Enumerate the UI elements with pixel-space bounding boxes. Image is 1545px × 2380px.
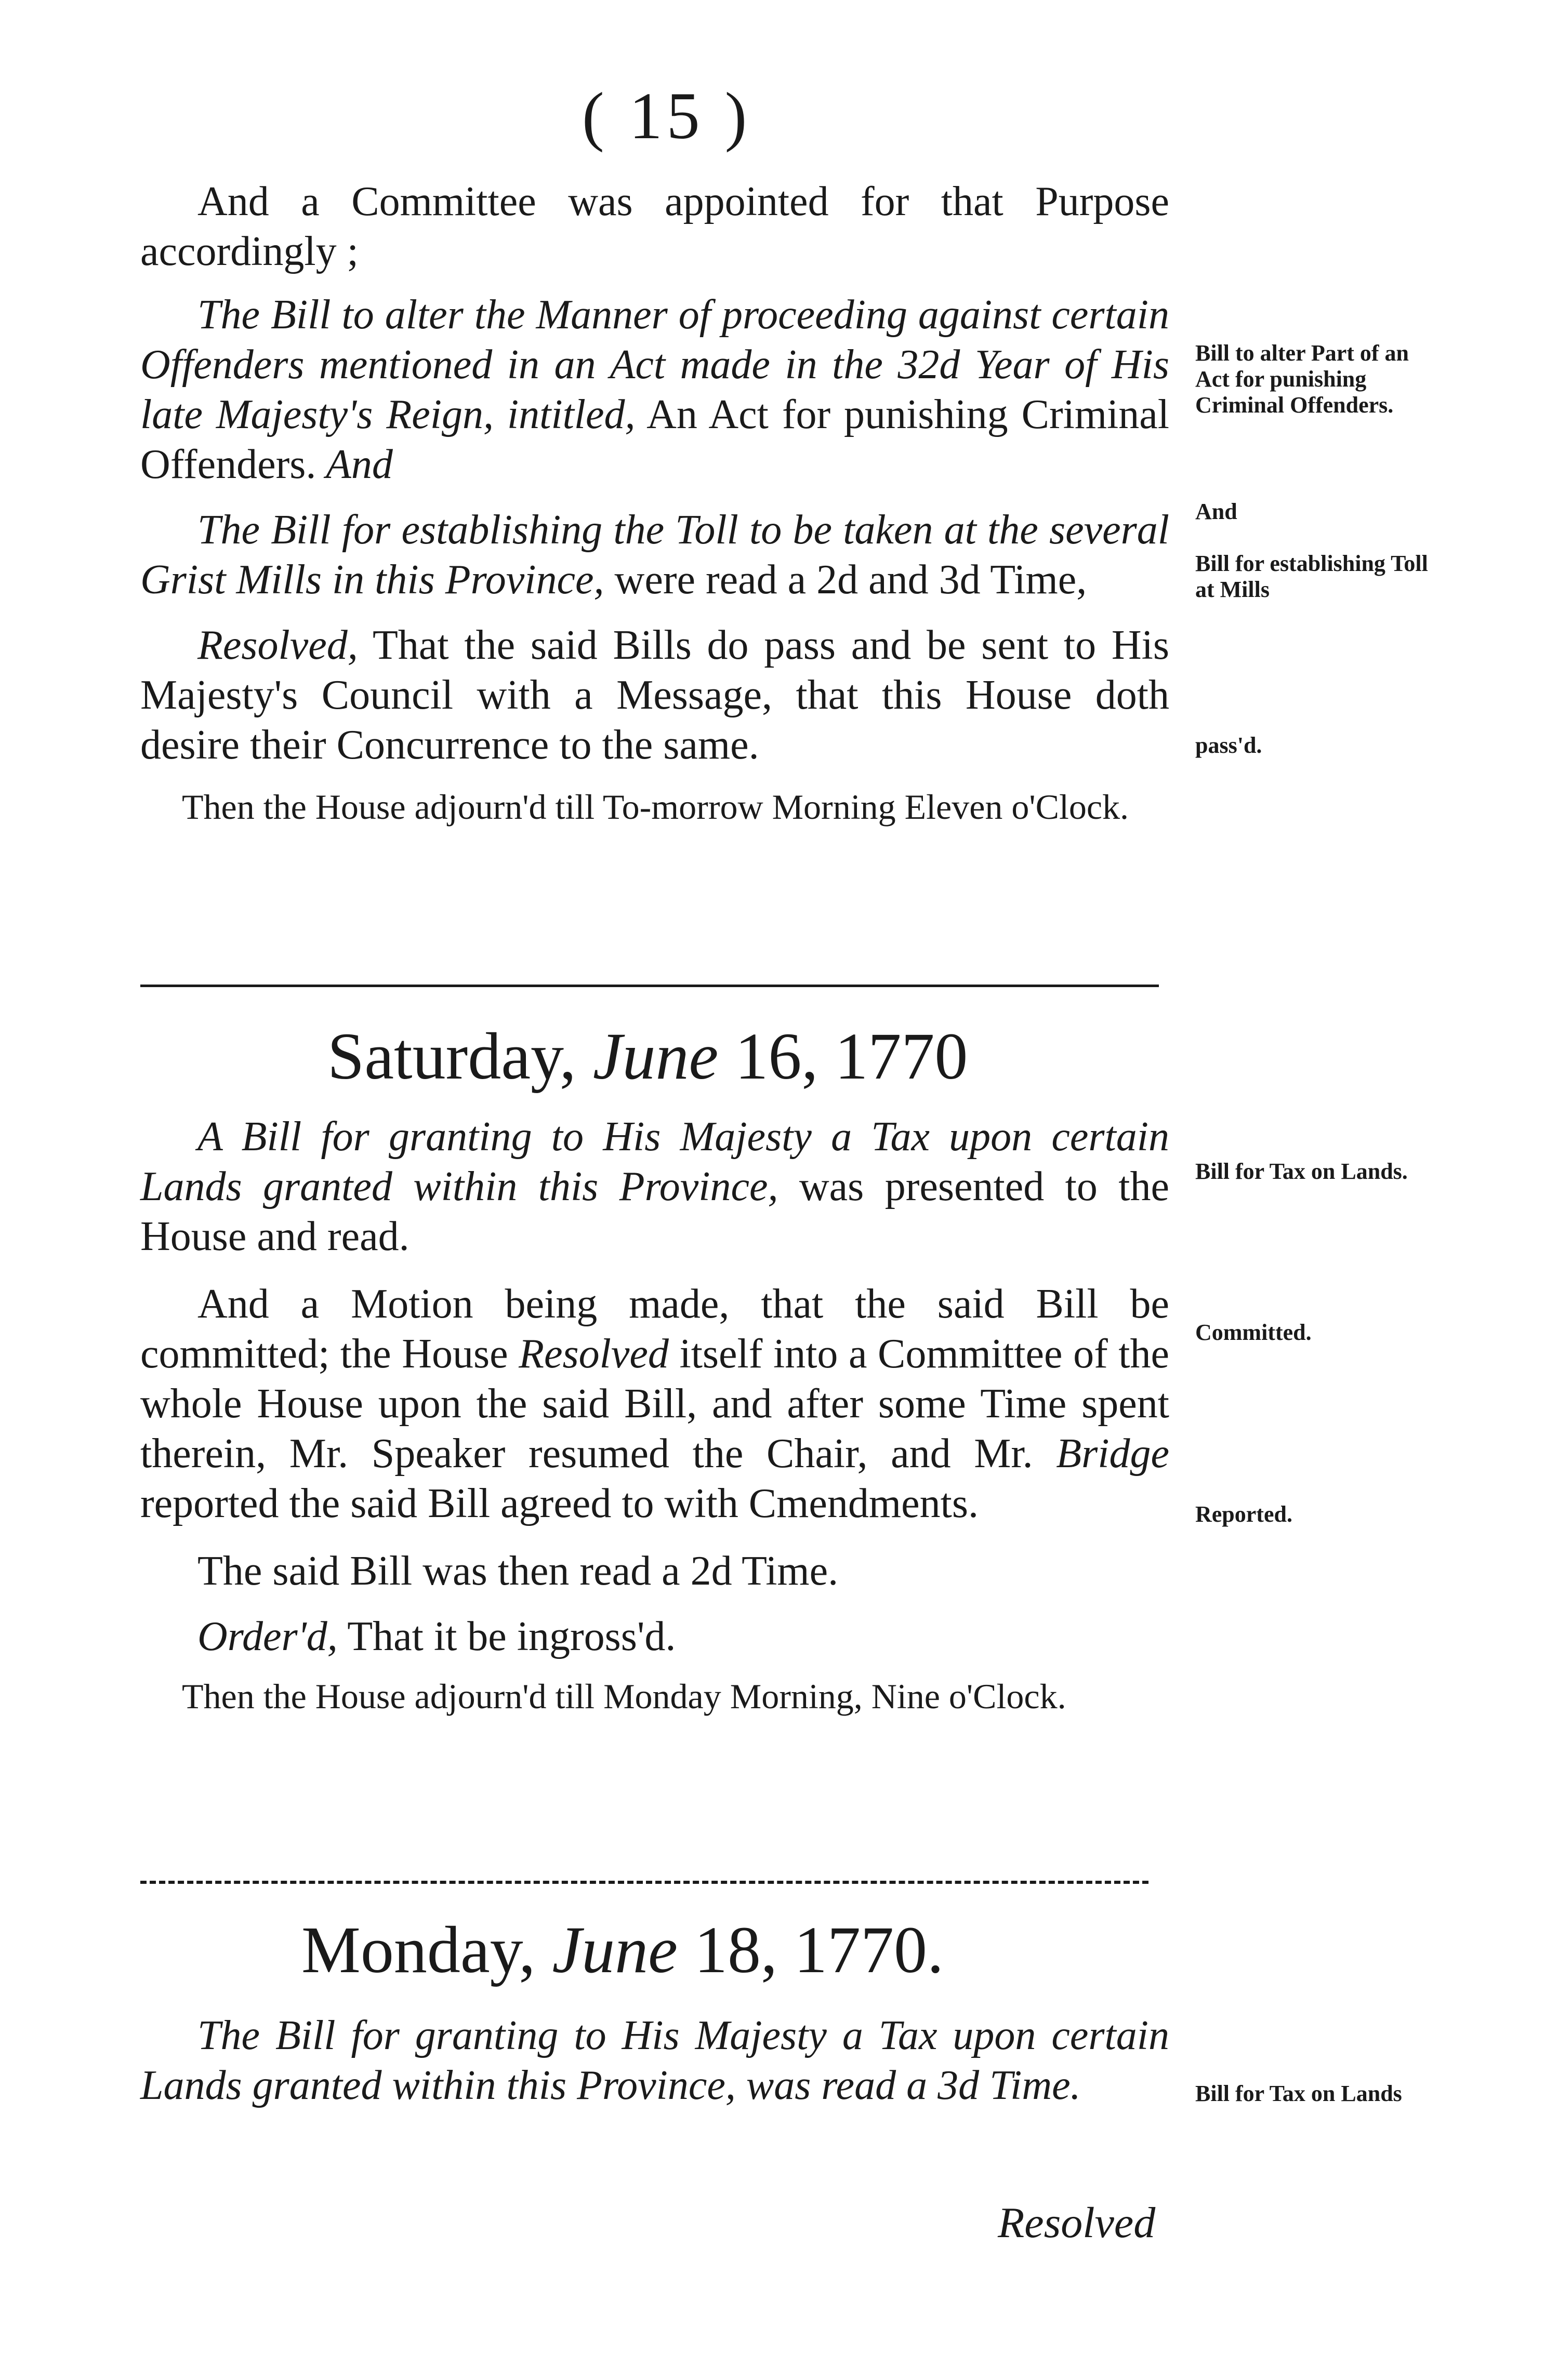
order-text: That it be ingross'd. <box>337 1614 676 1659</box>
tax-bill-presented-paragraph <box>140 1112 1169 1261</box>
margin-note-toll: Bill for establishing Toll at Mills <box>1195 551 1428 602</box>
heading-date: 16, 1770 <box>718 1019 968 1093</box>
bill-alter-offenders-paragraph <box>140 290 1169 489</box>
motion-resolved: Resolved <box>519 1331 669 1377</box>
bill-toll-paragraph <box>140 505 1169 605</box>
section-divider-dashed <box>140 1881 1148 1884</box>
page-number: ( 15 ) <box>582 79 751 153</box>
tax-bill-title: A Bill for granting to His Majesty a Tax upon certain Lands granted within this Province, <box>140 1114 1169 1209</box>
margin-note-passed: pass'd. <box>1195 733 1262 758</box>
date-heading-june-18 <box>301 1912 944 1988</box>
session-entries-june-15 <box>140 177 1169 828</box>
bill-title-offenders: The Bill to alter the Manner of proceeding against certain Offenders mentioned in an Act made in the 32d Year of His late Majesty's Reign, intitled, <box>140 292 1169 437</box>
heading-day-2: Monday, <box>301 1913 552 1987</box>
margin-note-tax-bill-2: Bill for Tax on Lands <box>1195 2081 1402 2106</box>
motion-text-2: itself into a Committee of the whole House upon the said Bill, and after some Time spent therein, Mr. Speaker resumed the Chair, and Mr. <box>140 1331 1169 1477</box>
session-entries-june-18 <box>140 2011 1169 2110</box>
second-reading-paragraph: The said Bill was then read a 2d Time. <box>197 1548 839 1594</box>
member-name: Bridge <box>1056 1431 1169 1477</box>
margin-note-tax-bill: Bill for Tax on Lands. <box>1195 1159 1408 1184</box>
session-entries-june-16 <box>140 1112 1169 1718</box>
adjournment-note-2: Then the House adjourn'd till Monday Morning, Nine o'Clock. <box>182 1677 1066 1716</box>
resolved-text: That the said Bills do pass and be sent to His Majesty's Council with a Message, that this House doth desire their Concurrence to the same. <box>140 622 1169 768</box>
motion-text-3: reported the said Bill agreed to with Cmendments. <box>140 1481 979 1526</box>
resolved-paragraph <box>140 620 1169 770</box>
adjournment-note: Then the House adjourn'd till To-morrow Morning Eleven o'Clock. <box>182 787 1129 827</box>
heading-day: Saturday, <box>327 1019 593 1093</box>
reading-note: were read a 2d and 3d Time, <box>604 557 1087 603</box>
catchword: Resolved <box>998 2199 1156 2247</box>
bill-title-toll: The Bill for establishing the Toll to be taken at the several Grist Mills in this Province, <box>140 507 1169 603</box>
order-word: Order'd, <box>197 1614 338 1659</box>
committee-paragraph: And a Committee was appointed for that Purpose accordingly ; <box>140 179 1169 274</box>
motion-text-1: And a Motion being made, that the said Bill be committed; the House <box>140 1281 1169 1377</box>
section-divider-rule <box>140 985 1159 987</box>
margin-note-reported: Reported. <box>1195 1501 1292 1527</box>
margin-note-and: And <box>1195 499 1237 524</box>
presented-text: was presented to the House and read. <box>140 1164 1169 1259</box>
third-reading-paragraph: The Bill for granting to His Majesty a Tax upon certain Lands granted within this Province, was read a 3d Time. <box>140 2013 1169 2108</box>
margin-note-alter-act: Bill to alter Part of an Act for punishing Criminal Offenders. <box>1195 340 1409 418</box>
act-title: An Act for punishing Criminal Offenders. <box>140 392 1170 487</box>
and-word: And <box>316 442 393 487</box>
heading-month-2: June <box>552 1913 678 1987</box>
resolved-word: Resolved, <box>197 622 358 668</box>
heading-month: June <box>592 1019 719 1093</box>
date-heading-june-16 <box>327 1018 968 1095</box>
heading-date-2: 18, 1770. <box>677 1913 944 1987</box>
order-paragraph <box>140 1612 1169 1661</box>
motion-paragraph <box>140 1279 1169 1528</box>
margin-note-committed: Committed. <box>1195 1320 1312 1345</box>
